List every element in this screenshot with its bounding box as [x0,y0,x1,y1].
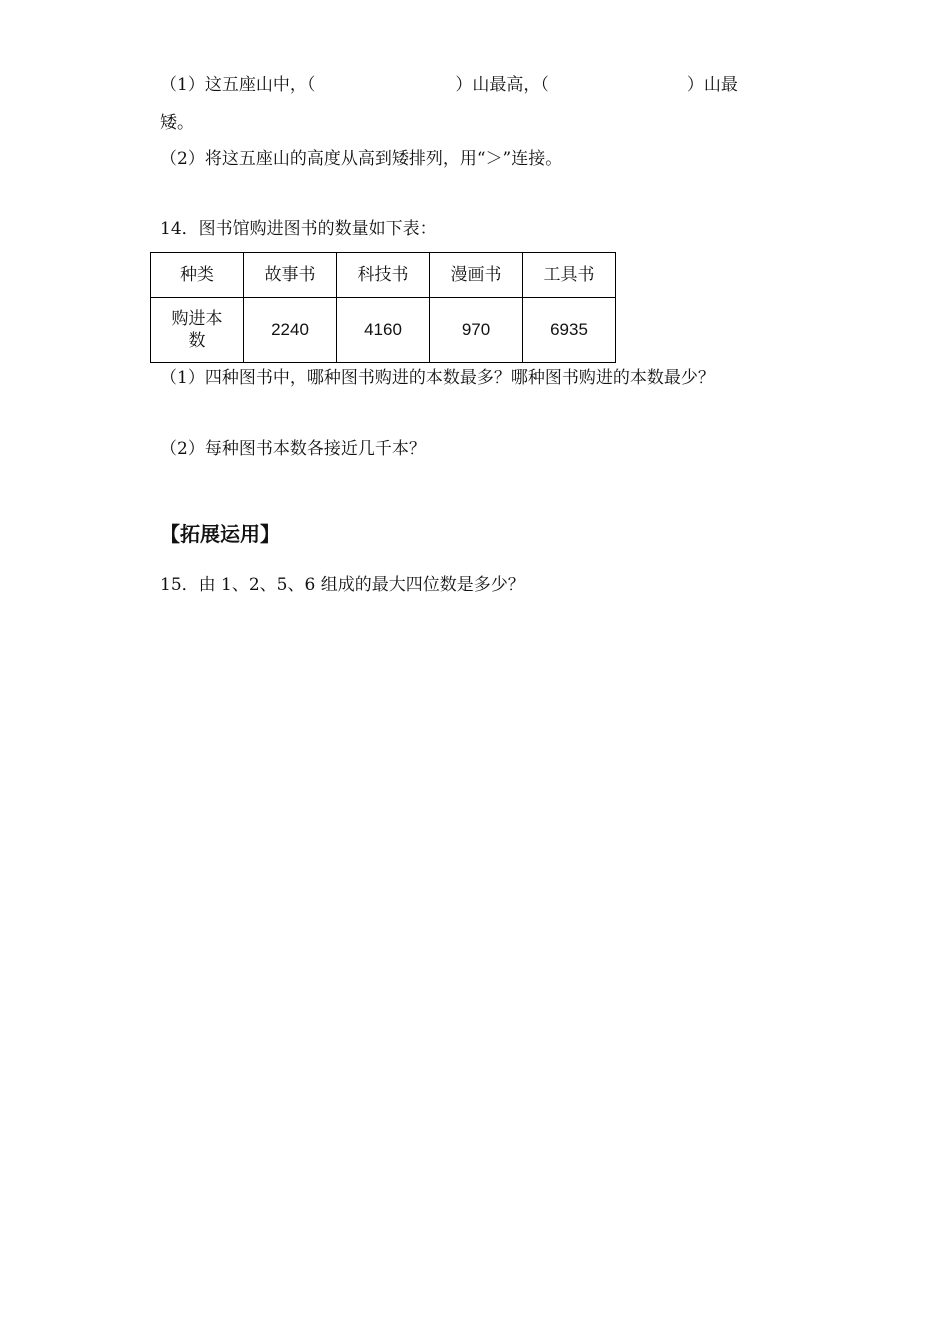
row-label-line2: 数 [188,331,206,351]
row-label-line1: 购进本 [171,309,223,329]
table-cell-value: 6935 [523,298,616,363]
table-row-label [151,298,244,363]
q13-part1-continuation: 矮。 [160,113,194,133]
q13-part1-line [160,77,738,94]
q14-part1: （1）四种图书中，哪种图书购进的本数最多？哪种图书购进的本数最少？ [160,368,715,388]
table-row [151,298,616,363]
table-header-cell: 工具书 [523,253,616,298]
q14-part2: （2）每种图书本数各接近几千本？ [160,439,426,459]
section-title: 【拓展运用】 [160,522,280,546]
table-cell-value: 970 [430,298,523,363]
table-header-cell: 漫画书 [430,253,523,298]
table-header-cell: 科技书 [337,253,430,298]
table-cell-value: 4160 [337,298,430,363]
q15-text: 15．由 1、2、5、6 组成的最大四位数是多少？ [160,575,525,595]
q13-part1-b: ）山最高，（ [455,75,549,95]
table-header-row [151,253,616,298]
table-cell-value: 2240 [244,298,337,363]
q14-title: 14．图书馆购进图书的数量如下表： [160,219,437,239]
q13-part2: （2）将这五座山的高度从高到矮排列，用“＞”连接。 [160,149,563,169]
table-header-cell: 种类 [151,253,244,298]
q13-part1-c: ）山最 [686,75,738,95]
book-purchase-table [150,252,616,363]
q13-part1-a: （1）这五座山中，（ [160,75,316,95]
table-header-cell: 故事书 [244,253,337,298]
